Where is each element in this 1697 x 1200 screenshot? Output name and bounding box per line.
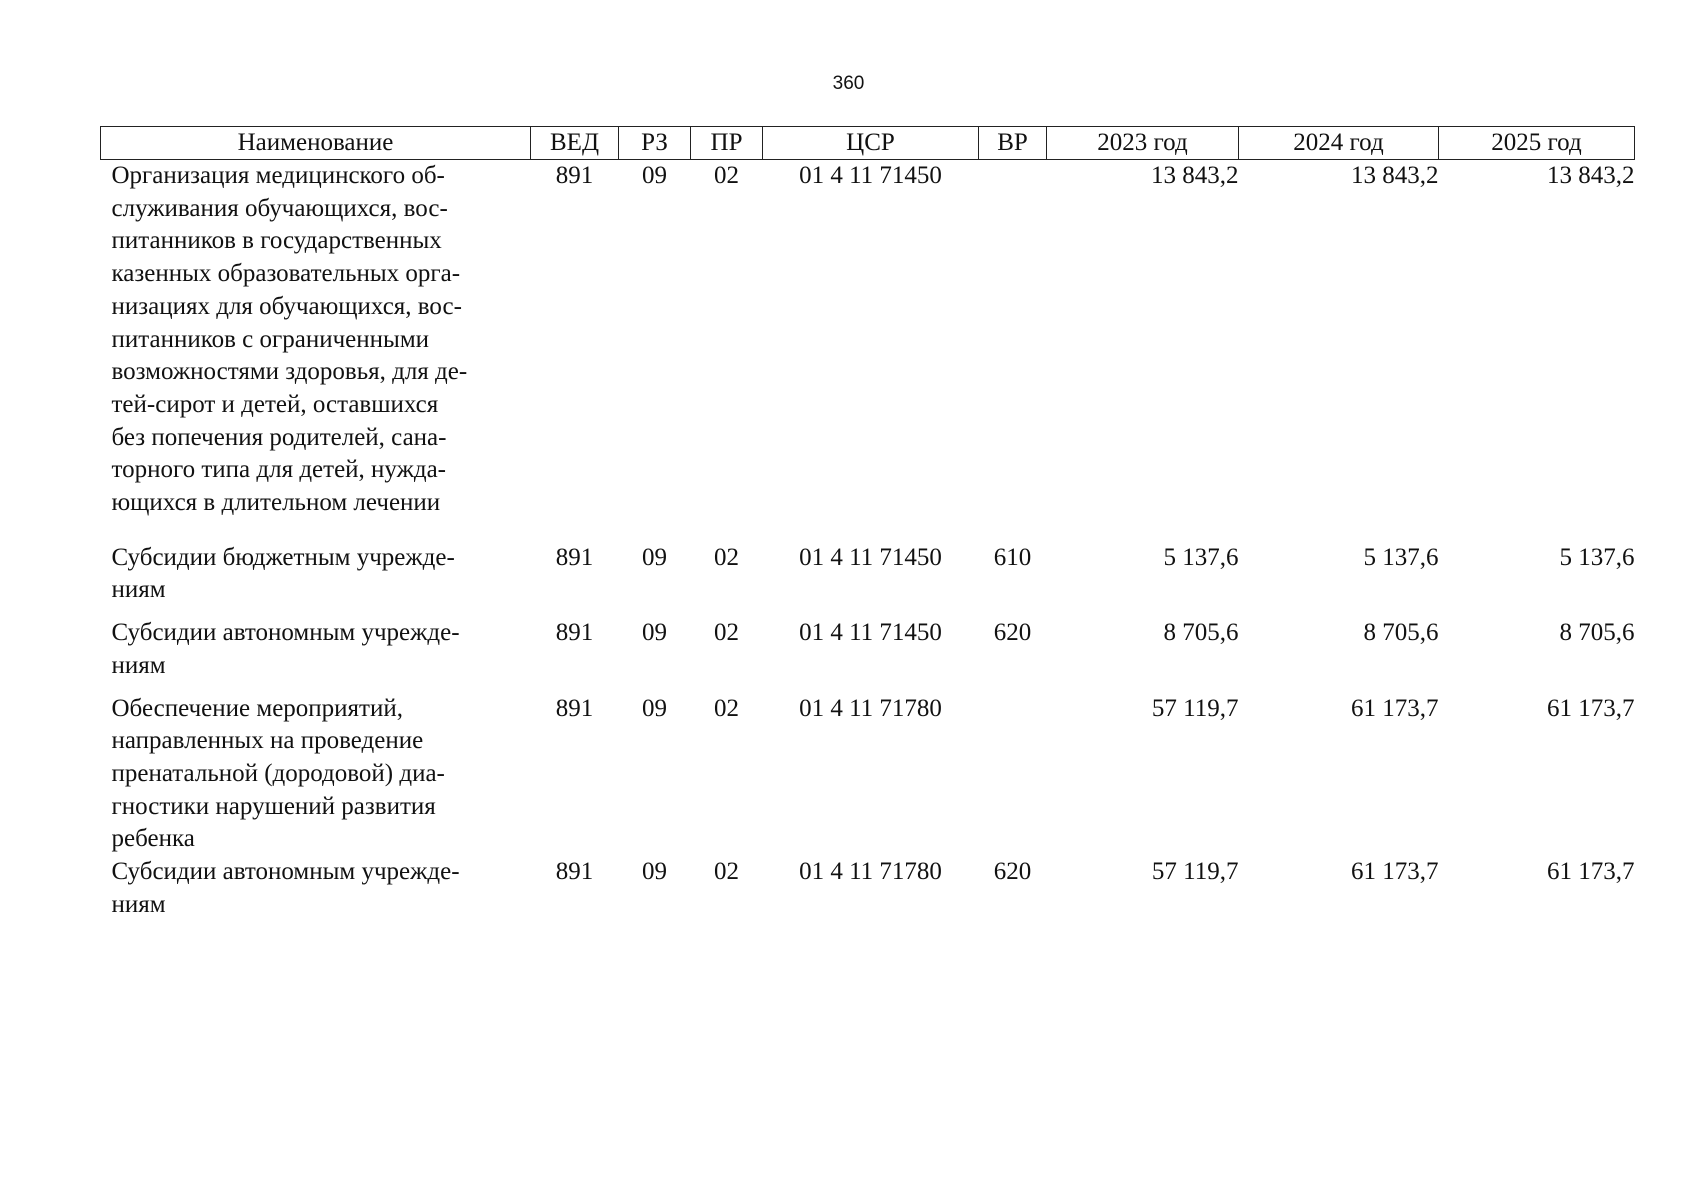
cell-vr: 620 [993,619,1032,647]
cell-csr: 01 4 11 71780 [799,694,942,722]
name-line: Организация медицинского об- [111,162,445,189]
table-row [101,856,1635,921]
cell-y2025: 5 137,6 [1559,543,1635,571]
name-line: Субсидии автономным учрежде- [111,619,460,647]
cell-csr: 01 4 11 71450 [799,543,942,571]
cell-name [101,617,531,692]
name-line: ющихся в длительном лечении [111,489,441,517]
cell-y2025: 61 173,7 [1547,694,1635,722]
cell-pr: 02 [714,543,739,571]
table-row [101,617,1635,692]
name-line: питанников с ограниченными [111,325,430,353]
cell-name [101,542,531,617]
cell-name [101,693,531,857]
budget-table [100,126,1635,921]
cell-csr: 01 4 11 71780 [799,858,942,886]
cell-name [101,160,531,542]
cell-pr: 02 [714,858,739,886]
cell-ved: 891 [555,543,594,571]
cell-y2024: 61 173,7 [1351,858,1439,886]
name-line: тей-сирот и детей, оставшихся [111,390,439,418]
name-line: Субсидии автономным учрежде- [111,858,460,886]
name-line: Субсидии бюджетным учрежде- [111,543,455,571]
cell-csr: 01 4 11 71450 [799,619,942,647]
cell-y2024: 5 137,6 [1363,543,1439,571]
cell-y2023: 57 119,7 [1151,858,1239,886]
cell-y2024: 8 705,6 [1363,619,1439,647]
header-name: Наименование [101,127,531,160]
header-2023: 2023 год [1047,127,1239,160]
name-line: ребенка [111,825,195,853]
table-row [101,693,1635,857]
name-line: ниям [111,651,166,679]
name-line: возможностями здоровья, для де- [111,358,468,386]
cell-rz: 09 [642,162,667,189]
cell-ved: 891 [555,162,594,189]
name-line: казенных образовательных орга- [111,260,461,288]
name-line: без попечения родителей, сана- [111,423,447,451]
cell-rz: 09 [642,694,667,722]
cell-vr [979,693,1047,857]
name-line: пренатальной (дородовой) диа- [111,759,445,787]
header-csr: ЦСР [763,127,979,160]
cell-vr: 610 [993,543,1032,571]
cell-name [101,856,531,921]
header-rz: РЗ [619,127,691,160]
cell-y2024: 13 843,2 [1351,162,1439,189]
cell-csr: 01 4 11 71450 [799,162,942,189]
header-row [101,127,1635,160]
header-vr: ВР [979,127,1047,160]
cell-ved: 891 [555,619,594,647]
name-line: служивания обучающихся, вос- [111,194,448,222]
cell-y2024: 61 173,7 [1351,694,1439,722]
table-row [101,160,1635,542]
cell-rz: 09 [642,619,667,647]
name-line: гностики нарушений развития [111,792,436,820]
name-line: направленных на проведение [111,727,424,755]
cell-ved: 891 [555,694,594,722]
cell-ved: 891 [555,858,594,886]
cell-pr: 02 [714,694,739,722]
cell-y2025: 8 705,6 [1559,619,1635,647]
cell-rz: 09 [642,543,667,571]
table-body [101,160,1635,922]
cell-pr: 02 [714,162,739,189]
cell-y2023: 8 705,6 [1163,619,1239,647]
table-row [101,542,1635,617]
header-pr: ПР [691,127,763,160]
name-line: торного типа для детей, нужда- [111,456,447,484]
cell-y2025: 61 173,7 [1547,858,1635,886]
cell-y2023: 5 137,6 [1163,543,1239,571]
cell-pr: 02 [714,619,739,647]
name-line: низациях для обучающихся, вос- [111,292,462,320]
cell-vr: 620 [993,858,1032,886]
header-ved: ВЕД [531,127,619,160]
name-line: питанников в государственных [111,227,442,255]
header-2024: 2024 год [1239,127,1439,160]
page-number: 360 [832,73,865,94]
cell-vr [979,160,1047,542]
name-line: ниям [111,576,166,604]
cell-rz: 09 [642,858,667,886]
cell-y2023: 57 119,7 [1151,694,1239,722]
header-2025: 2025 год [1439,127,1635,160]
cell-y2023: 13 843,2 [1151,162,1239,189]
name-line: Обеспечение мероприятий, [111,694,403,722]
cell-y2025: 13 843,2 [1547,162,1635,189]
name-line: ниям [111,890,166,918]
